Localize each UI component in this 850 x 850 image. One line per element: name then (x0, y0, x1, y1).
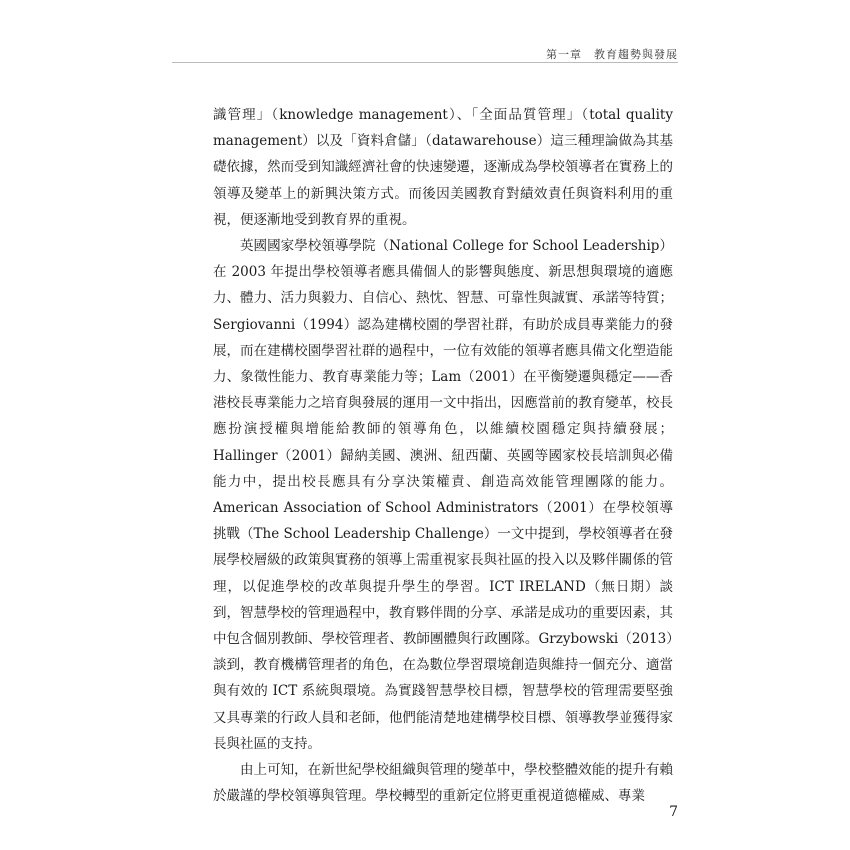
running-header: 第一章 教育趨勢與發展 (546, 48, 678, 61)
paragraph-continuation: 識管理」（knowledge management）、「全面品質管理」（total quality management）以及「資料倉儲」（datawarehouse）這三種理論做為其基礎依據，然而受到知識經濟社會的快速變遷，逐漸成為學校領導者在實務上的領導及變革上的新興決策方式。而後因美國教育對績效責任與資料利用的重視，便逐漸地受到教育界的重視。 (213, 107, 673, 228)
header-rule (172, 62, 678, 63)
paragraph-leadership-traits: 英國國家學校領導學院（National College for School Leadership）在 2003 年提出學校領導者應具備個人的影響與態度、新思想與環境的適應力、體力、活力與毅力、自信心、熱忱、智慧、可靠性與誠實、承諾等特質；Sergiovanni（1994）認為建構校園的學習社群，有助於成員專業能力的發展，而在建構校園學習社群的過程中，一位有效能的領導者應具備文化塑造能力、象徵性能力、教育專業能力等；Lam（2001）在平衡變遷與穩定——香港校長專業能力之培育與發展的運用一文中指出，因應當前的教育變革，校長應扮演授權與增能給教師的領導角色，以維續校園穩定與持續發展；Hallinger（2001）歸納美國、澳洲、紐西蘭、英國等國家校長培訓與必備能力中，提出校長應具有分享決策權責、創造高效能管理團隊的能力。American Association of School Administrators（2001）在學校領導挑戰（The School Leadership Challenge）一文中提到，學校領導者在發展學校層級的政策與實務的領導上需重視家長與社區的投入以及夥伴關係的管理，以促進學校的改革與提升學生的學習。ICT IRELAND（無日期）談到，智慧學校的管理過程中，教育夥伴間的分享、承諾是成功的重要因素，其中包含個別教師、學校管理者、教師團體與行政團隊。Grzybowski（2013）談到，教育機構管理者的角色，在為數位學習環境創造與維持一個充分、適當與有效的 ICT 系統與環境。為實踐智慧學校目標，智慧學校的管理需要堅強又具專業的行政人員和老師，他們能清楚地建構學校目標、領導教學並獲得家長與社區的支持。 (213, 238, 673, 752)
body-text (213, 102, 673, 809)
paragraph-conclusion: 由上可知，在新世紀學校組織與管理的變革中，學校整體效能的提升有賴於嚴謹的學校領導與管理。學校轉型的重新定位將更重視道德權威、專業 (213, 762, 673, 805)
page-number: 7 (669, 804, 678, 820)
